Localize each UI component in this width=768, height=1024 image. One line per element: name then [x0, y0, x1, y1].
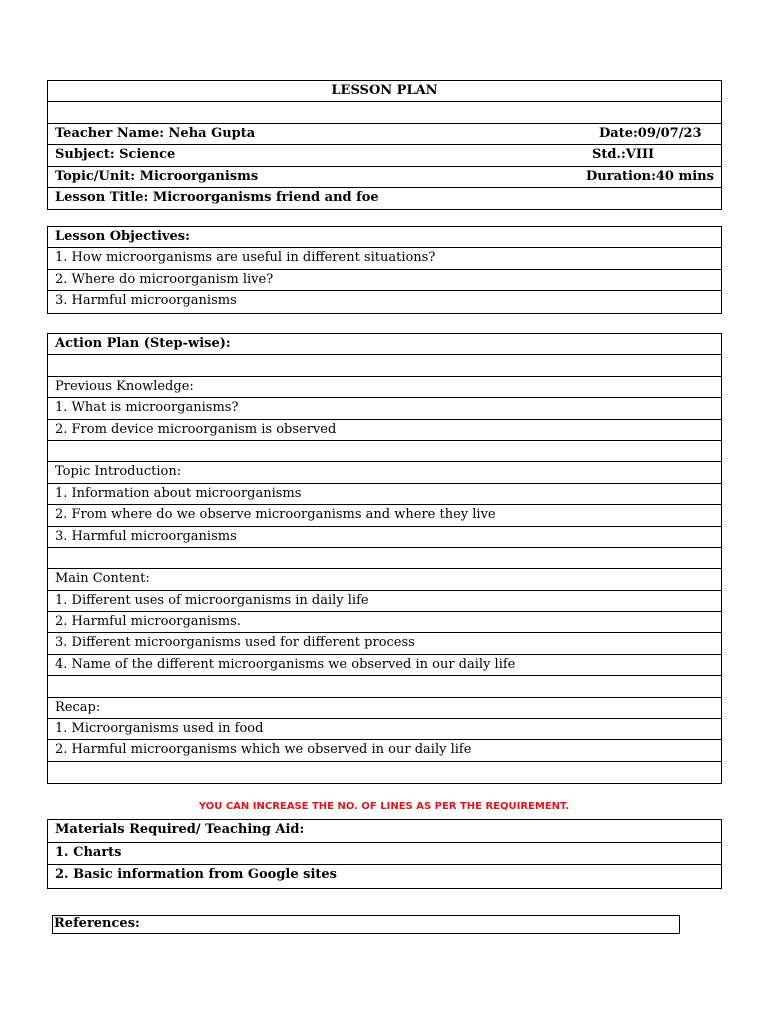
list-item: 3. Harmful microorganisms: [48, 527, 721, 548]
list-item: 1. Microorganisms used in food: [48, 719, 721, 740]
references-heading: References:: [52, 915, 680, 934]
objectives-heading: Lesson Objectives:: [48, 227, 721, 248]
page-title: LESSON PLAN: [48, 81, 721, 102]
list-item: 3. Harmful microorganisms: [55, 293, 237, 309]
list-item: 2. Basic information from Google sites: [55, 867, 337, 882]
recap-heading: Recap:: [48, 698, 721, 719]
list-item: 1. Different uses of microorganisms in daily life: [48, 591, 721, 612]
materials-heading: Materials Required/ Teaching Aid:: [48, 820, 721, 843]
list-item: 3. Different microorganisms used for different process: [48, 633, 721, 654]
blank-row: [48, 676, 721, 697]
list-item: 4. Name of the different microorganisms we observed in our daily life: [48, 655, 721, 676]
subject: Subject: Science: [55, 147, 176, 163]
teacher-row: [48, 124, 721, 145]
list-item: 2. Where do microorganism live?: [48, 270, 721, 291]
blank-row: [48, 355, 721, 376]
list-item: 1. What is microorganisms?: [48, 398, 721, 419]
objectives-table: [47, 226, 722, 314]
topic: Topic/Unit: Microorganisms: [55, 168, 259, 184]
requirement-note: YOU CAN INCREASE THE NO. OF LINES AS PER THE REQUIREMENT.: [198, 801, 570, 812]
list-item: 2. Harmful microorganisms which we observed in our daily life: [48, 740, 721, 761]
std: Std.:VIII: [592, 147, 655, 163]
duration: Duration:40 mins: [586, 168, 714, 184]
topic-row: [48, 167, 721, 188]
list-item: 2. From device microorganism is observed: [48, 420, 721, 441]
blank-row: [48, 762, 721, 783]
previous-knowledge-heading: Previous Knowledge:: [48, 377, 721, 398]
list-item: 1. Information about microorganisms: [48, 484, 721, 505]
blank-row: [48, 102, 721, 123]
list-item: 2. Harmful microorganisms.: [48, 612, 721, 633]
list-item: 2. From where do we observe microorganisms and where they live: [48, 505, 721, 526]
action-plan-table: [47, 333, 722, 784]
materials-table: [47, 819, 722, 889]
blank-row: [48, 441, 721, 462]
action-plan-heading: Action Plan (Step-wise):: [48, 334, 721, 355]
date: Date:09/07/23: [599, 125, 702, 141]
list-item: 1. Charts: [48, 843, 721, 866]
header-table: [47, 80, 722, 210]
topic-intro-heading: Topic Introduction:: [48, 462, 721, 483]
list-item: 1. How microorganisms are useful in different situations?: [48, 248, 721, 269]
lesson-title: Lesson Title: Microorganisms friend and foe: [55, 189, 379, 205]
main-content-heading: Main Content:: [48, 569, 721, 590]
teacher-name: Teacher Name: Neha Gupta: [55, 125, 256, 141]
subject-row: [48, 145, 721, 166]
blank-row: [48, 548, 721, 569]
